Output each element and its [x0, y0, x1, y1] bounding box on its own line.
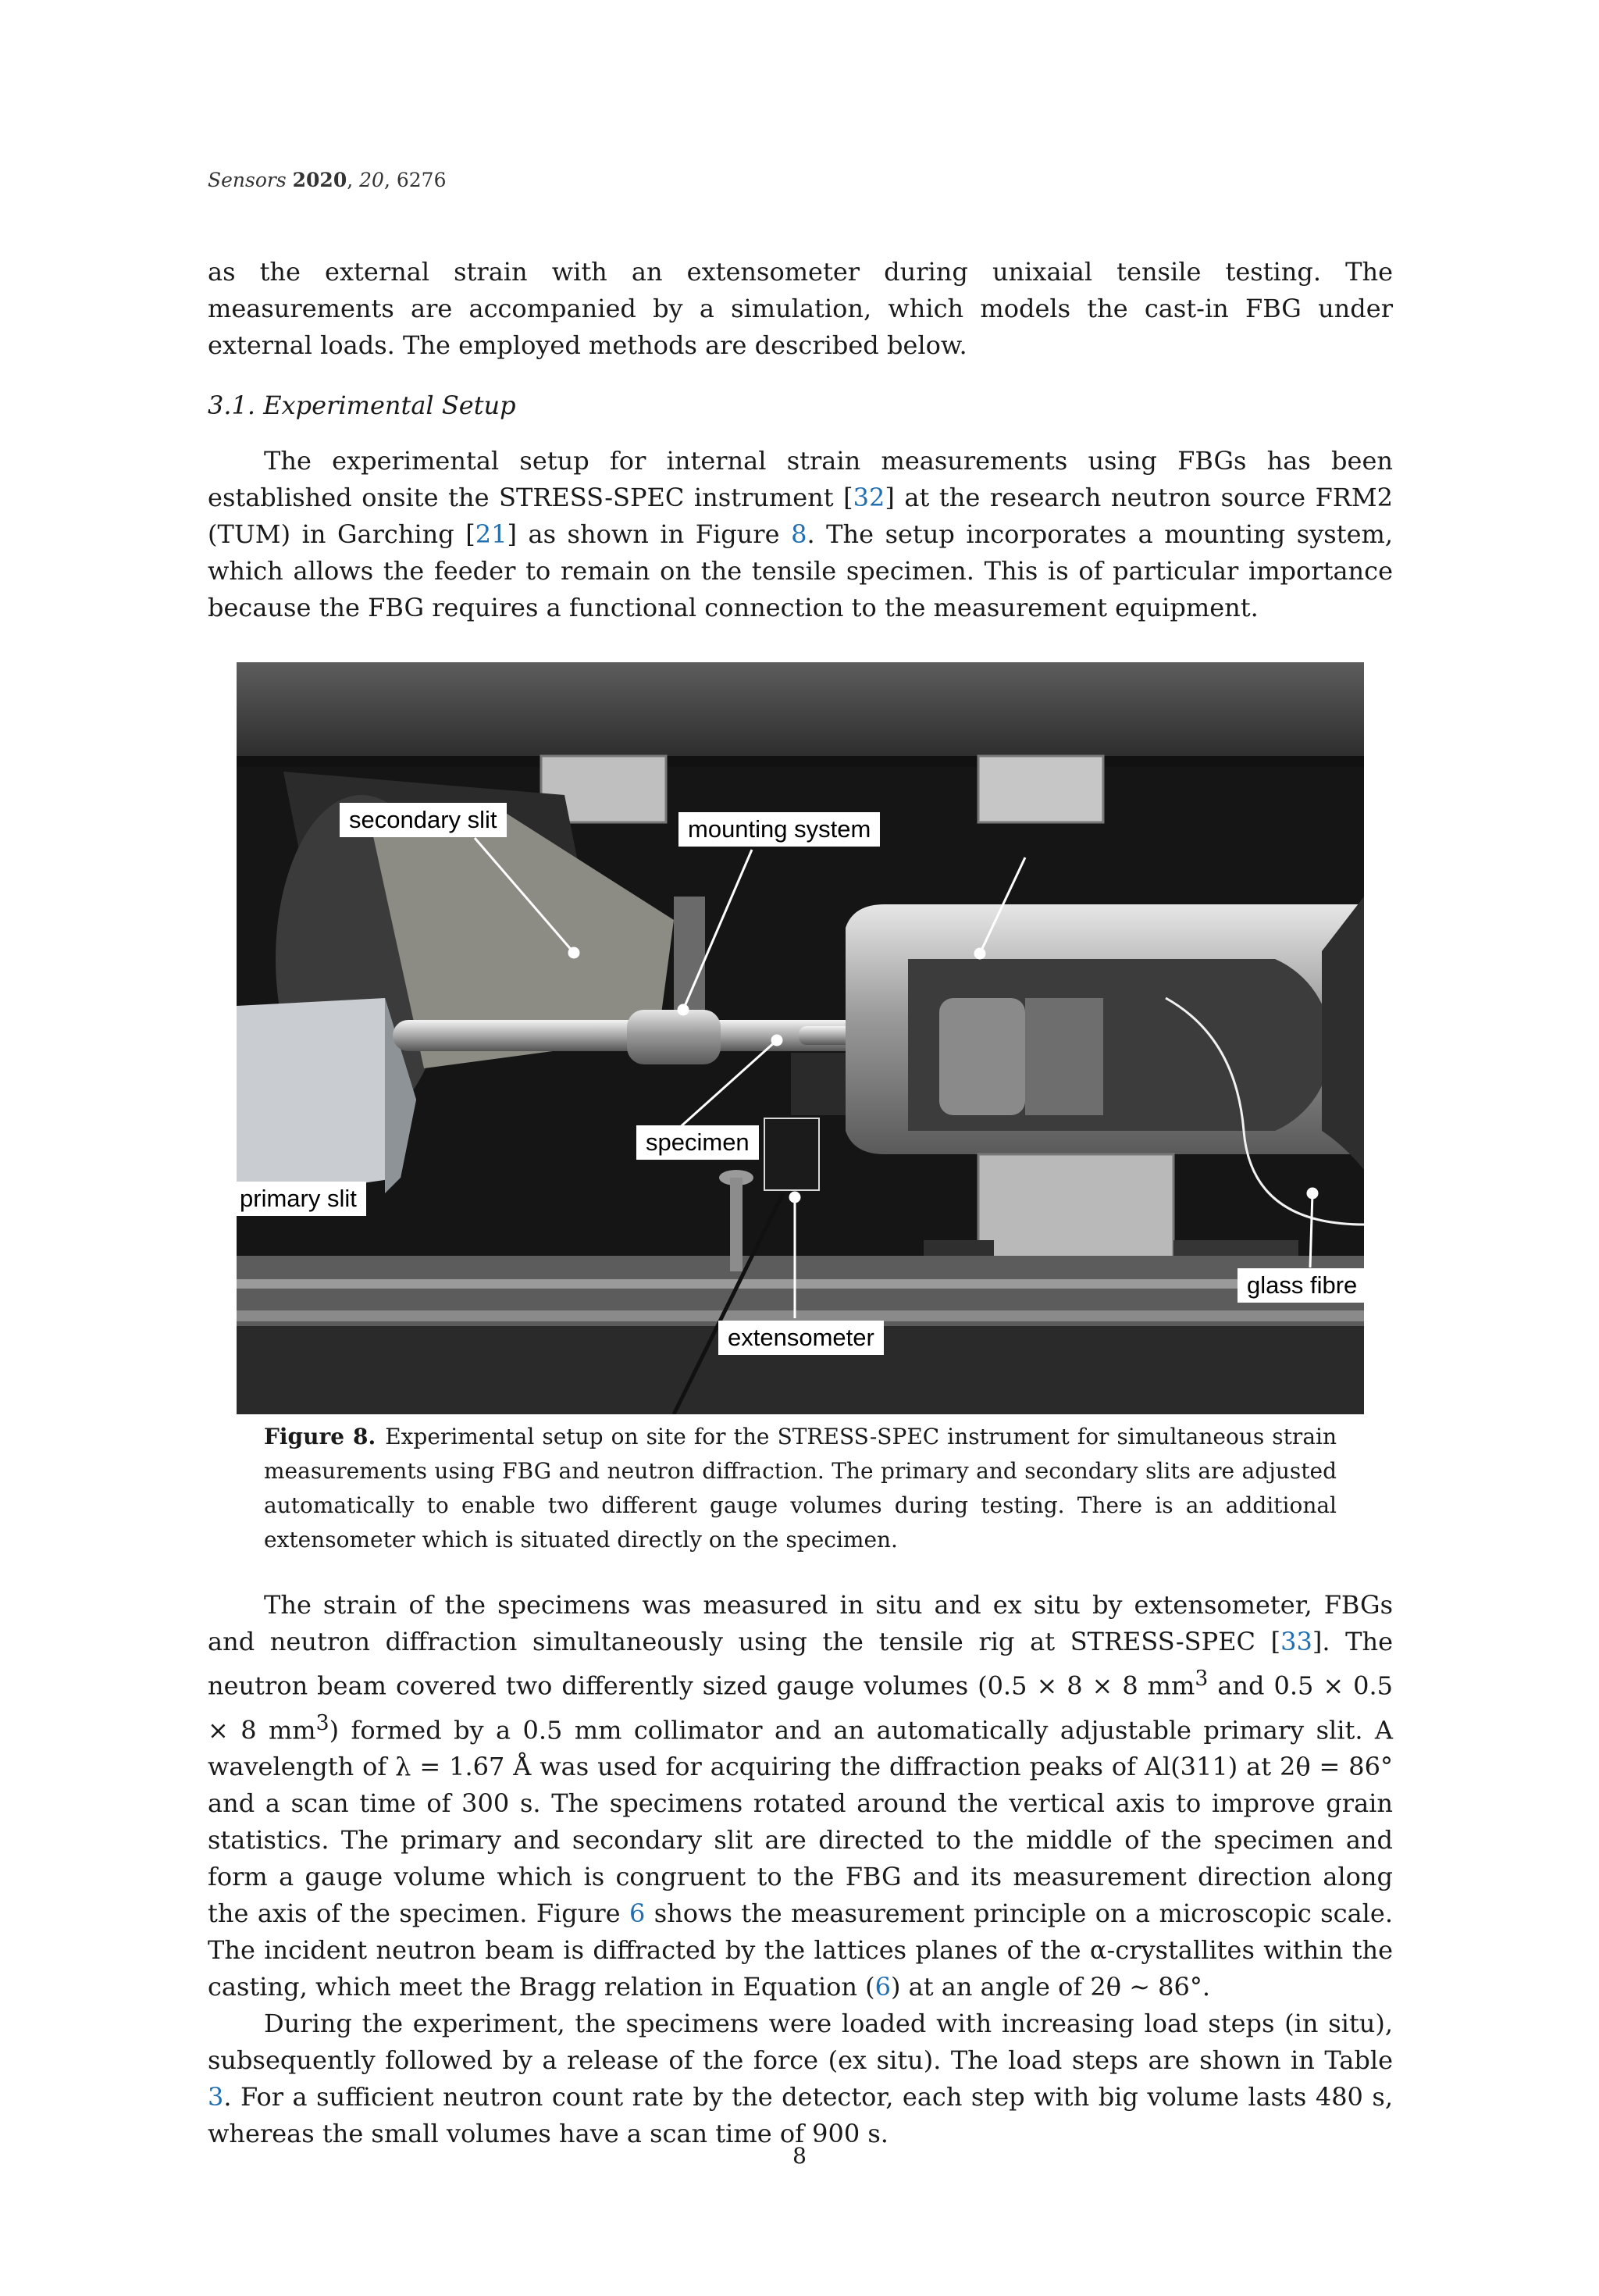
paragraph-setup: [208, 443, 1393, 626]
table-link-3[interactable]: 3: [208, 2082, 224, 2112]
paragraph-measurement-text-6: ) at an angle of 2θ ∼ 86°.: [890, 1972, 1211, 2002]
paragraph-setup-text-4: . The setup incorporates a mounting system, which allows the feeder to remain on the tensile specimen. This is of particular importance because the FBG requires a functional connection to the measurement equipment.: [208, 519, 1394, 622]
label-secondary-slit: secondary slit: [340, 803, 507, 837]
figure-caption-label: Figure 8.: [264, 1424, 376, 1449]
label-extensometer: extensometer: [718, 1321, 884, 1355]
paragraph-measurement-text-2: ]. The neutron beam covered two differently sized gauge volumes (0.5 × 8 × 8 mm: [208, 1627, 1394, 1701]
label-glass-fibre: glass fibre: [1238, 1268, 1364, 1303]
paragraph-setup-text-2: ] at the research neutron source FRM2 (TUM) in Garching [: [208, 483, 1394, 549]
running-head: Sensors 2020, 20, 6276: [208, 169, 447, 191]
label-mounting-system: mounting system: [678, 812, 880, 847]
figure-caption: [264, 1420, 1337, 1557]
figure-link-6[interactable]: 6: [629, 1898, 646, 1929]
paragraph-setup-text-1: The experimental setup for internal strain measurements using FBGs has been established onsite the STRESS-SPEC instrument [: [208, 446, 1393, 512]
journal-year: 2020: [292, 169, 347, 191]
paragraph-setup-text-3: ] as shown in Figure: [507, 519, 792, 549]
experimental-setup-photo: [237, 662, 1364, 1414]
citation-link-32[interactable]: 32: [853, 483, 885, 512]
paragraph-measurement-text-5: shows the measurement principle on a microscopic scale. The incident neutron beam is diffracted by the lattices planes of the α-crystallites within the casting, which meet the Bragg relation in Equation (: [208, 1898, 1394, 2002]
paragraph-intro-text: as the external strain with an extensometer during unixaial tensile testing. The measurements are accompanied by a simulation, which models the cast-in FBG under external loads. The employed methods are described below.: [208, 257, 1393, 360]
superscript-3: 3: [1195, 1667, 1209, 1691]
paragraph-measurement-text-3: and 0.5 × 0.5 × 8 mm: [208, 1670, 1394, 1745]
label-primary-slit: primary slit: [237, 1182, 366, 1216]
journal-name: Sensors: [208, 169, 287, 191]
citation-link-33[interactable]: 33: [1280, 1627, 1312, 1656]
figure-photo: [237, 662, 1364, 1414]
figure-link-8[interactable]: 8: [791, 519, 807, 549]
label-specimen: specimen: [636, 1125, 759, 1160]
figure-caption-text: Experimental setup on site for the STRESS-SPEC instrument for simultaneous strain measurements using FBG and neutron diffraction. The primary and secondary slits are adjusted automatically to enable two different gauge volumes during testing. There is an additional extensometer which is situated directly on the specimen.: [264, 1424, 1337, 1553]
equation-link-6[interactable]: 6: [874, 1972, 891, 2002]
journal-volume: 20: [359, 169, 384, 191]
paragraph-measurement: [208, 1587, 1393, 2152]
page-number: 8: [792, 2143, 807, 2169]
citation-link-21[interactable]: 21: [475, 519, 507, 549]
paragraph-measurement-text-4: ) formed by a 0.5 mm collimator and an automatically adjustable primary slit. A wavelength of λ = 1.67 Å was used for acquiring the diffraction peaks of Al(311) at 2θ = 86° and a scan time of 300 s. The specimens rotated around the vertical axis to improve grain statistics. The primary and secondary slit are directed to the middle of the specimen and form a gauge volume which is congruent to the FBG and its measurement direction along the axis of the specimen. Figure: [208, 1715, 1394, 1929]
paragraph-measurement-text-1: The strain of the specimens was measured in situ and ex situ by extensometer, FBGs and neutron diffraction simultaneously using the tensile rig at STRESS-SPEC [: [208, 1590, 1393, 1656]
article-number: 6276: [396, 169, 447, 191]
paragraph-intro: [208, 254, 1393, 364]
superscript-3: 3: [315, 1710, 329, 1735]
paragraph-load-steps-text-2: . For a sufficient neutron count rate by the detector, each step with big volume lasts 480 s, whereas the small volumes have a scan time of 900 s.: [208, 2082, 1393, 2149]
section-heading: 3.1. Experimental Setup: [208, 390, 516, 420]
paragraph-load-steps-text-1: During the experiment, the specimens were loaded with increasing load steps (in situ), subsequently followed by a release of the force (ex situ). The load steps are shown in Table: [208, 2009, 1393, 2076]
